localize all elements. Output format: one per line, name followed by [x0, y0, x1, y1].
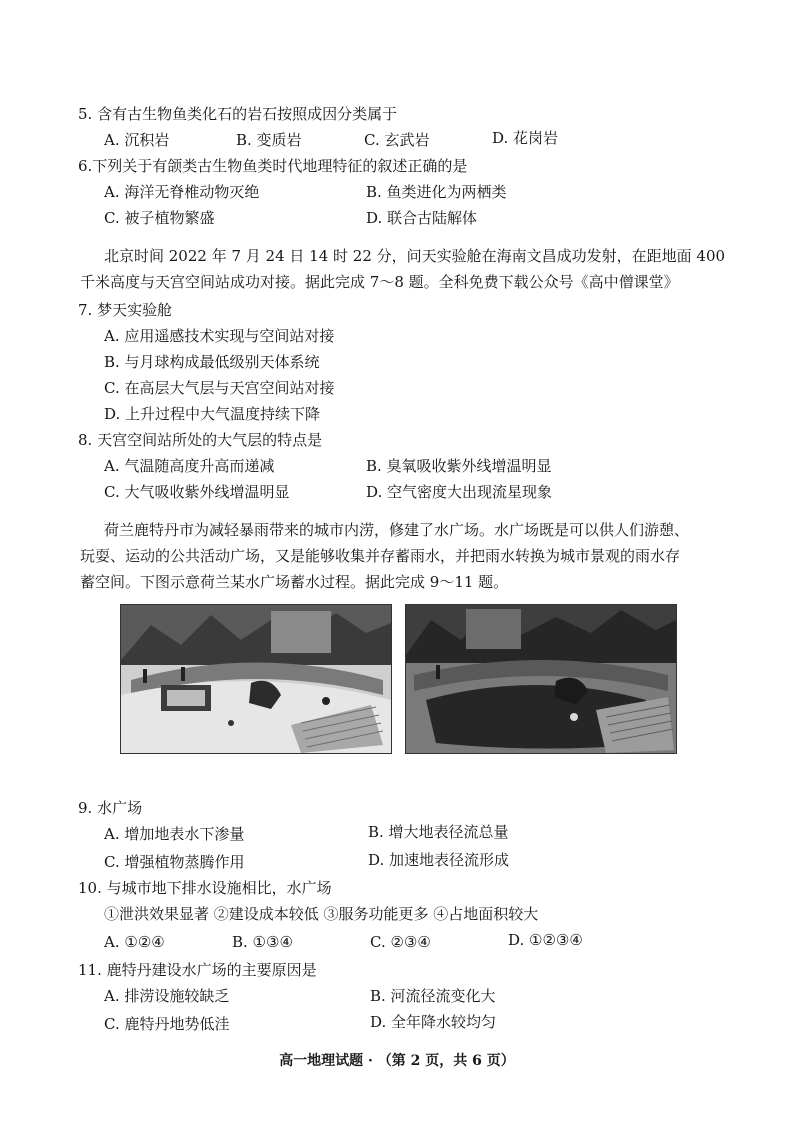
q9-option-d: D. 加速地表径流形成	[368, 851, 510, 869]
q10-option-c: C. ②③④	[370, 933, 431, 951]
q11-option-d: D. 全年降水较均匀	[370, 1013, 497, 1031]
question-9-stem: 9. 水广场	[78, 799, 143, 817]
q9-option-a: A. 增加地表水下渗量	[104, 825, 245, 843]
q7-option-b: B. 与月球构成最低级别天体系统	[104, 353, 320, 371]
q10-option-b: B. ①③④	[232, 933, 293, 951]
question-11-stem: 11. 鹿特丹建设水广场的主要原因是	[78, 961, 317, 979]
q8-option-d: D. 空气密度大出现流星现象	[366, 483, 553, 501]
water-square-dry-photo	[120, 604, 392, 754]
q5-option-d: D. 花岗岩	[492, 129, 559, 147]
q7-option-a: A. 应用遥感技术实现与空间站对接	[104, 327, 335, 345]
q6-option-d: D. 联合古陆解体	[366, 209, 478, 227]
q11-option-c: C. 鹿特丹地势低洼	[104, 1015, 230, 1033]
q7-option-c: C. 在高层大气层与天宫空间站对接	[104, 379, 335, 397]
q10-option-d: D. ①②③④	[508, 931, 583, 949]
q9-option-c: C. 增强植物蒸腾作用	[104, 853, 245, 871]
q7-option-d: D. 上升过程中大气温度持续下降	[104, 405, 321, 423]
question-10-stem: 10. 与城市地下排水设施相比，水广场	[78, 879, 332, 897]
water-square-flooded-photo	[405, 604, 677, 754]
q8-option-a: A. 气温随高度升高而递减	[104, 457, 275, 475]
passage-1-line-2: 千米高度与天宫空间站成功对接。据此完成 7～8 题。全科免费下载公众号《高中僧课堂》	[80, 273, 679, 291]
q6-option-c: C. 被子植物繁盛	[104, 209, 215, 227]
q5-option-b: B. 变质岩	[236, 131, 302, 149]
question-5-stem: 5. 含有古生物鱼类化石的岩石按照成因分类属于	[78, 105, 398, 123]
question-8-stem: 8. 天宫空间站所处的大气层的特点是	[78, 431, 323, 449]
q5-option-c: C. 玄武岩	[364, 131, 430, 149]
q8-option-b: B. 臭氧吸收紫外线增温明显	[366, 457, 552, 475]
question-6-stem: 6.下列关于有颌类古生物鱼类时代地理特征的叙述正确的是	[78, 157, 468, 175]
passage-2-line-3: 蓄空间。下图示意荷兰某水广场蓄水过程。据此完成 9～11 题。	[80, 573, 509, 591]
page-footer: 高一地理试题 · （第 2 页，共 6 页）	[279, 1053, 515, 1069]
q9-option-b: B. 增大地表径流总量	[368, 823, 509, 841]
passage-1-line-1: 北京时间 2022 年 7 月 24 日 14 时 22 分，问天实验舱在海南文昌成功发射，在距地面 400	[104, 247, 726, 265]
question-7-stem: 7. 梦天实验舱	[78, 301, 173, 319]
q5-option-a: A. 沉积岩	[104, 131, 170, 149]
q10-statements: ①泄洪效果显著 ②建设成本较低 ③服务功能更多 ④占地面积较大	[104, 905, 539, 923]
passage-2-line-2: 玩耍、运动的公共活动广场，又是能够收集并存蓄雨水，并把雨水转换为城市景观的雨水存	[80, 547, 681, 565]
passage-2-line-1: 荷兰鹿特丹市为减轻暴雨带来的城市内涝，修建了水广场。水广场既是可以供人们游憩、	[104, 521, 690, 539]
q11-option-b: B. 河流径流变化大	[370, 987, 496, 1005]
q10-option-a: A. ①②④	[104, 933, 165, 951]
q8-option-c: C. 大气吸收紫外线增温明显	[104, 483, 290, 501]
q6-option-b: B. 鱼类进化为两栖类	[366, 183, 507, 201]
q6-option-a: A. 海洋无脊椎动物灭绝	[104, 183, 260, 201]
q11-option-a: A. 排涝设施较缺乏	[104, 987, 230, 1005]
